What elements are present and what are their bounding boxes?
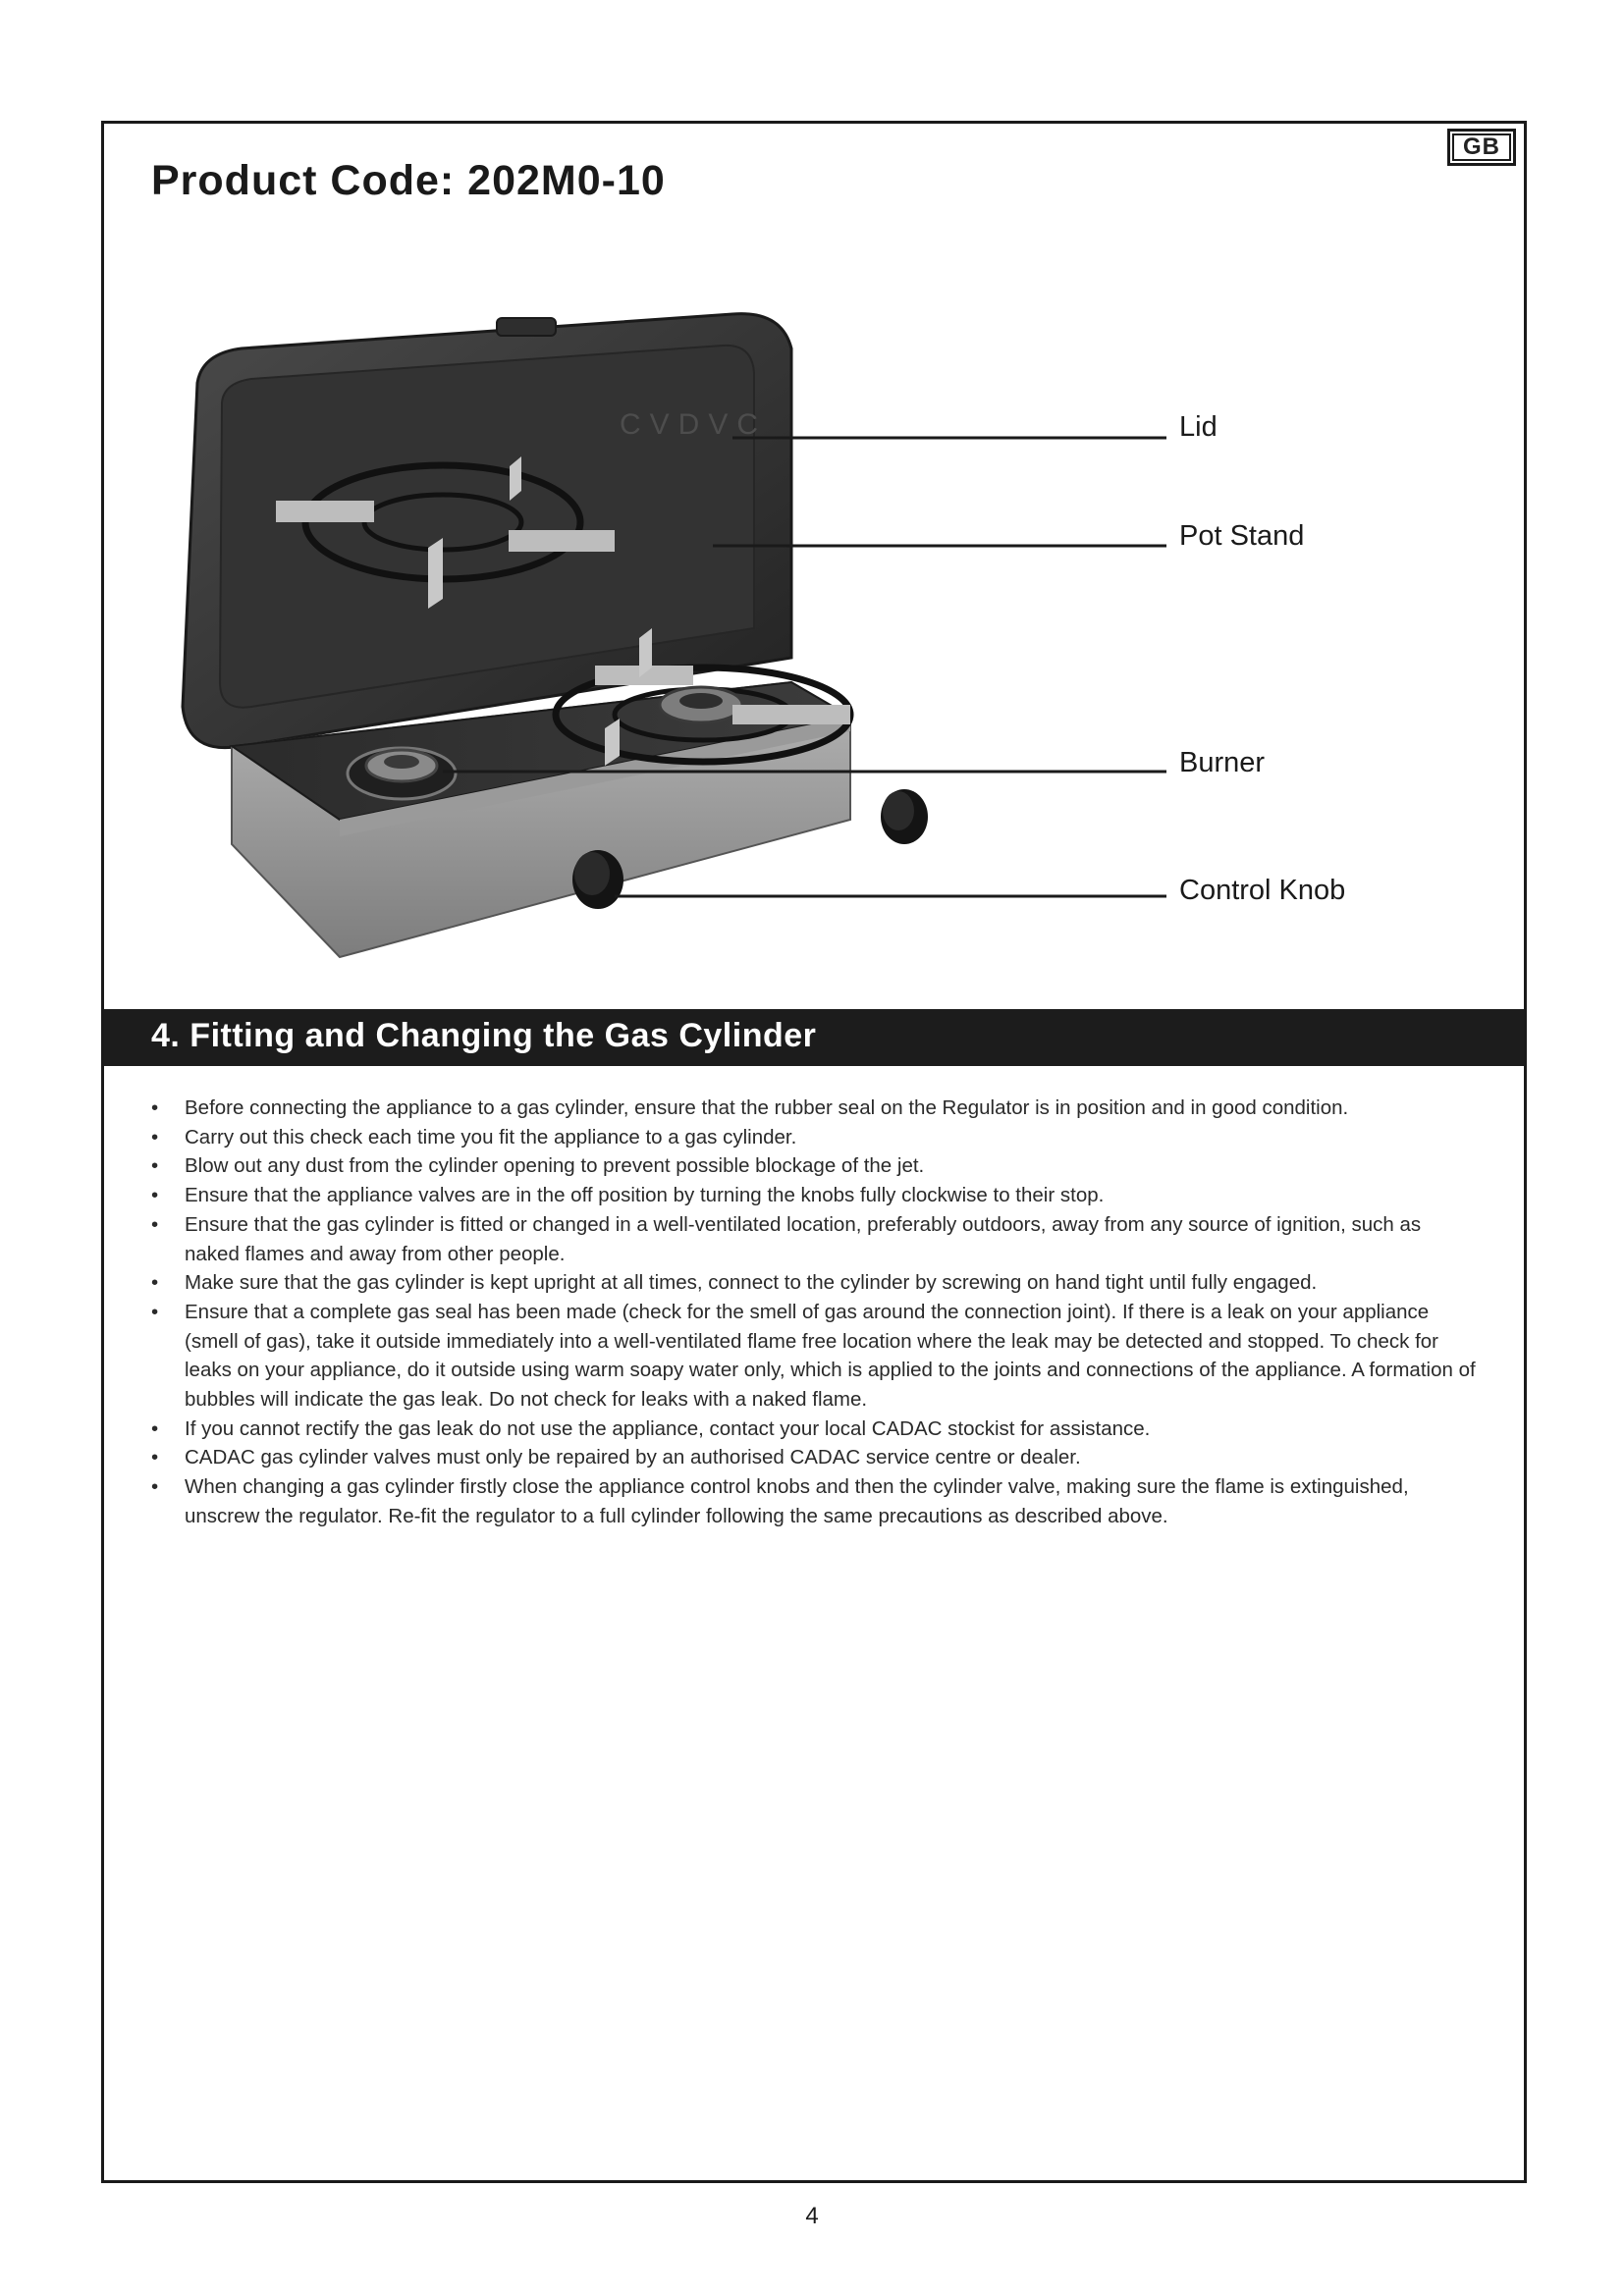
list-item: • Ensure that the gas cylinder is fitted or changed in a well-ventilated location, preferably outdoors, away from any source of ignition, such as naked flames and away from other people.: [151, 1212, 1422, 1265]
list-item: • Ensure that a complete gas seal has been made (check for the smell of gas around the connection joint). If there is a leak on your appliance (smell of gas), take it outside immediately into a well-ventilated flame free location where the leak may be detected and stopped. To check for leaks on your appliance, do it outside using warm soapy water only, which is applied to the joints and connections of the appliance. A formation of bubbles will indicate the gas leak. Do not check for leaks with a naked flame.: [151, 1300, 1476, 1412]
page-number: 4: [805, 2203, 819, 2229]
list-item: • If you cannot rectify the gas leak do not use the appliance, contact your local CADAC stockist for assistance.: [151, 1416, 1151, 1440]
list-item: • Before connecting the appliance to a gas cylinder, ensure that the rubber seal on the Regulator is in position and in good condition.: [151, 1096, 1349, 1119]
list-item: • Carry out this check each time you fit the appliance to a gas cylinder.: [151, 1125, 797, 1148]
callout-label-burner: Burner: [1179, 747, 1266, 778]
list-item: • CADAC gas cylinder valves must only be repaired by an authorised CADAC service centre or dealer.: [151, 1446, 1081, 1469]
language-badge: [1447, 129, 1516, 166]
callout-label-lid: Lid: [1179, 411, 1218, 443]
list-item: • Ensure that the appliance valves are in the off position by turning the knobs fully clockwise to their stop.: [151, 1184, 1105, 1207]
lid-brand-text: CVDVC: [620, 408, 768, 441]
language-badge-label: GB: [1452, 133, 1511, 161]
callout-label-pot-stand: Pot Stand: [1179, 520, 1305, 552]
section-header-bar: [104, 1009, 1524, 1066]
section-title: 4. Fitting and Changing the Gas Cylinder: [151, 1017, 817, 1054]
list-item: • Blow out any dust from the cylinder opening to prevent possible blockage of the jet.: [151, 1154, 925, 1178]
left-burner: [348, 748, 456, 799]
list-item: • Make sure that the gas cylinder is kept upright at all times, connect to the cylinder by screwing on hand tight until fully engaged.: [151, 1271, 1318, 1295]
product-code-title: Product Code: 202M0-10: [151, 157, 666, 204]
instructions-list: [145, 1094, 1481, 1531]
list-item: • When changing a gas cylinder firstly close the appliance control knobs and then the cylinder valve, making sure the flame is extinguished, unscrew the regulator. Re-fit the regulator to a full cylinder following the same precautions as described above.: [151, 1475, 1409, 1527]
callout-label-control-knob: Control Knob: [1179, 875, 1346, 906]
stove-lid: [183, 314, 791, 748]
